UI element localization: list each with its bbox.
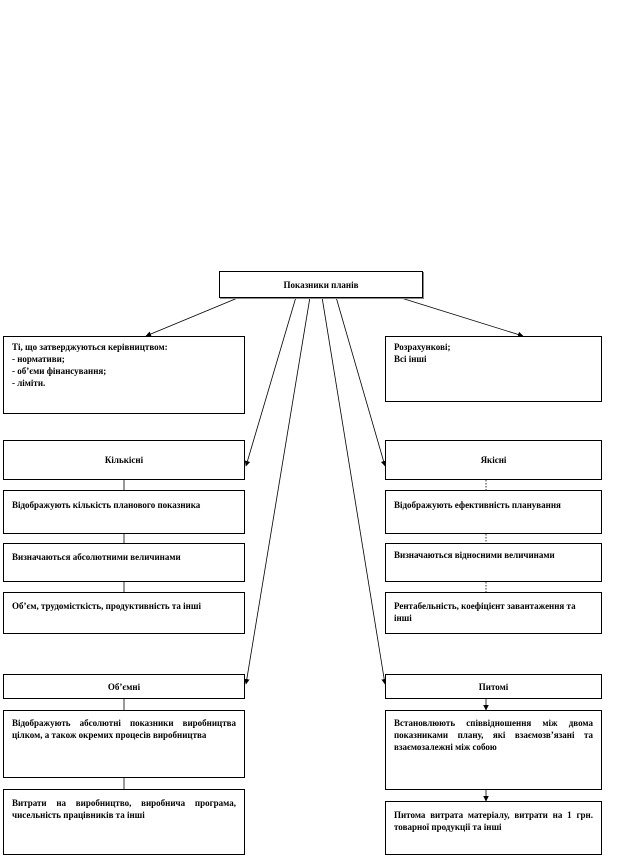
specific-header — [385, 674, 602, 699]
qualitative-text: Визначаються відносними величинами — [394, 550, 555, 560]
specific-box-1 — [385, 710, 602, 790]
qualitative-text: Відображують ефективність планування — [394, 500, 561, 510]
approved-item: - об’єми фінансування; — [12, 366, 107, 376]
root-box — [219, 271, 423, 298]
quantitative-box-2 — [3, 543, 245, 582]
qualitative-label: Якісні — [480, 455, 507, 465]
volume-text: Відображують абсолютні показники виробництва цілком, а також окремих процесів виробництва — [12, 718, 236, 740]
specific-box-2 — [385, 801, 602, 855]
approved-title: Ті, що затверджуються керівництвом: — [12, 342, 168, 352]
approved-item: - нормативи; — [12, 354, 65, 364]
arrow-root-to-volume — [246, 297, 310, 684]
arrow-root-to-calculated — [398, 297, 523, 336]
volume-header — [3, 674, 245, 699]
qualitative-box-2 — [385, 543, 602, 582]
arrow-root-to-specific — [322, 297, 385, 684]
quantitative-header — [3, 440, 245, 480]
quantitative-text: Визначаються абсолютними величинами — [12, 552, 181, 562]
specific-label: Питомі — [478, 681, 509, 692]
quantitative-box-3 — [3, 592, 245, 634]
volume-box-1 — [3, 710, 245, 778]
quantitative-text: Відображують кількість планового показника — [12, 500, 201, 510]
quantitative-label: Кількісні — [104, 455, 144, 465]
root-label: Показники планів — [283, 279, 359, 290]
quantitative-text: Об’єм, трудомісткість, продуктивність та інші — [12, 601, 201, 611]
quantitative-box-1 — [3, 490, 245, 534]
volume-box-2 — [3, 789, 245, 855]
specific-text: Питома витрата матеріалу, витрати на 1 грн. товарної продукції та інші — [394, 810, 593, 832]
calculated-box — [385, 336, 602, 402]
approved-item: - ліміти. — [12, 378, 46, 388]
arrow-root-to-qualitative — [336, 297, 385, 466]
qualitative-box-3 — [385, 592, 602, 634]
specific-text: Встановлюють співвідношення між двома показниками плану, які взаємозв’язані та взаємозалежні між собою — [394, 718, 593, 752]
arrow-root-to-approved — [146, 297, 240, 336]
approved-box — [3, 336, 245, 414]
volume-text: Витрати на виробництво, виробнича програма, чисельність працівників та інші — [12, 798, 236, 820]
qualitative-text: Рентабельність, коефіцієнт завантаження та інші — [394, 601, 576, 623]
calculated-line: Розрахункові; — [394, 342, 451, 352]
volume-label: Об’ємні — [107, 681, 141, 692]
qualitative-box-1 — [385, 490, 602, 534]
qualitative-header — [385, 440, 602, 480]
arrow-root-to-quantitative — [246, 297, 296, 466]
calculated-line: Всі інші — [394, 354, 427, 364]
